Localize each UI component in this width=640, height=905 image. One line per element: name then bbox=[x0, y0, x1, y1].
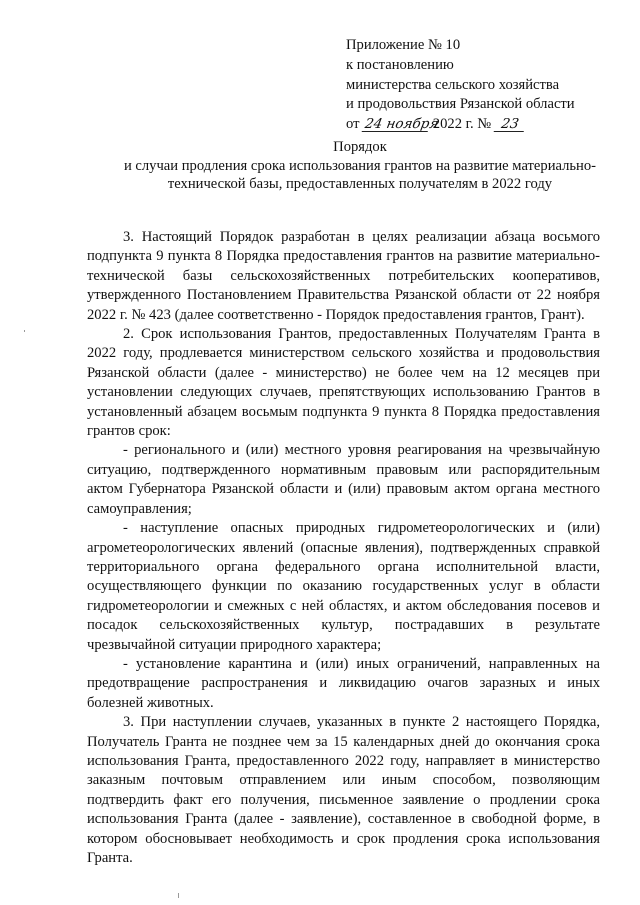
paragraph-case-quarantine: - установление карантина и (или) иных ограничений, направленных на предотвращение распространения и ликвидацию очагов заразных и иных болезней животных. bbox=[87, 655, 600, 711]
paragraph-term: 2. Срок использования Грантов, предоставленных Получателям Гранта в 2022 году, продлевается министерством сельского хозяйства и продовольствия Рязанской области (далее - министерство) не более чем на 12 месяцев при установлении следующих случаев, препятствующих использованию Грантов в установленный абзацем восьмым подпункта 9 пункта 8 Порядка предоставления грантов срок: bbox=[87, 326, 600, 440]
appendix-to-resolution: к постановлению bbox=[346, 56, 454, 73]
handwritten-date: 24 ноября bbox=[363, 116, 440, 133]
scan-speck bbox=[24, 330, 25, 332]
appendix-number: Приложение № 10 bbox=[346, 37, 461, 53]
document-title bbox=[120, 138, 600, 194]
title-heading: Порядок bbox=[333, 139, 387, 155]
appendix-ministry-region: и продовольствия Рязанской области bbox=[346, 96, 575, 113]
document-body bbox=[87, 228, 600, 868]
date-year: 2022 г. № bbox=[432, 116, 492, 133]
title-subtitle: и случаи продления срока использования грантов на развитие материально-технической базы, предоставленных получателям в 2022 году bbox=[123, 157, 597, 193]
paragraph-intro: 3. Настоящий Порядок разработан в целях реализации абзаца восьмого подпункта 9 пункта 8 Порядка предоставления грантов на развитие материально-технической базы сельскохозяйственных потребительских кооперативов, утвержденного Постановлением Правительства Рязанской области от 22 ноября 2022 г. № 423 (далее соответственно - Порядок предоставления грантов, Грант). bbox=[87, 229, 600, 323]
scan-speck bbox=[178, 893, 179, 898]
appendix-header bbox=[346, 36, 606, 135]
paragraph-case-weather: - наступление опасных природных гидрометеорологических и (или) агрометеорологических явлений (опасные явления), подтвержденных справкой территориального органа федерального органа исполнительной власти, осуществляющего функции по оказанию государственных услуг в области гидрометеорологии и смежных с ней областях, и актом обследования посевов и посадок сельскохозяйственных культур, пострадавших в результате чрезвычайной ситуации природного характера; bbox=[87, 520, 600, 653]
appendix-date-line bbox=[346, 115, 606, 135]
date-prefix: от bbox=[346, 116, 360, 133]
handwritten-number: 23 bbox=[494, 117, 527, 132]
paragraph-case-emergency: - регионального и (или) местного уровня реагирования на чрезвычайную ситуацию, подтвержденного нормативным правовым или распорядительным актом Губернатора Рязанской области и (или) правовым актом органа местного самоуправления; bbox=[87, 442, 600, 517]
appendix-ministry: министерства сельского хозяйства bbox=[346, 76, 560, 93]
paragraph-application: 3. При наступлении случаев, указанных в пункте 2 настоящего Порядка, Получатель Гранта не позднее чем за 15 календарных дней до окончания срока использования Гранта, предоставленного 2022 году, направляет в министерство заказным почтовым отправлением или иным способом, позволяющим подтвердить факт его получения, письменное заявление о продлении срока использования Гранта (далее - заявление), составленное в свободной форме, в котором обосновывает необходимость и срок продления срока использования Гранта. bbox=[87, 714, 600, 866]
